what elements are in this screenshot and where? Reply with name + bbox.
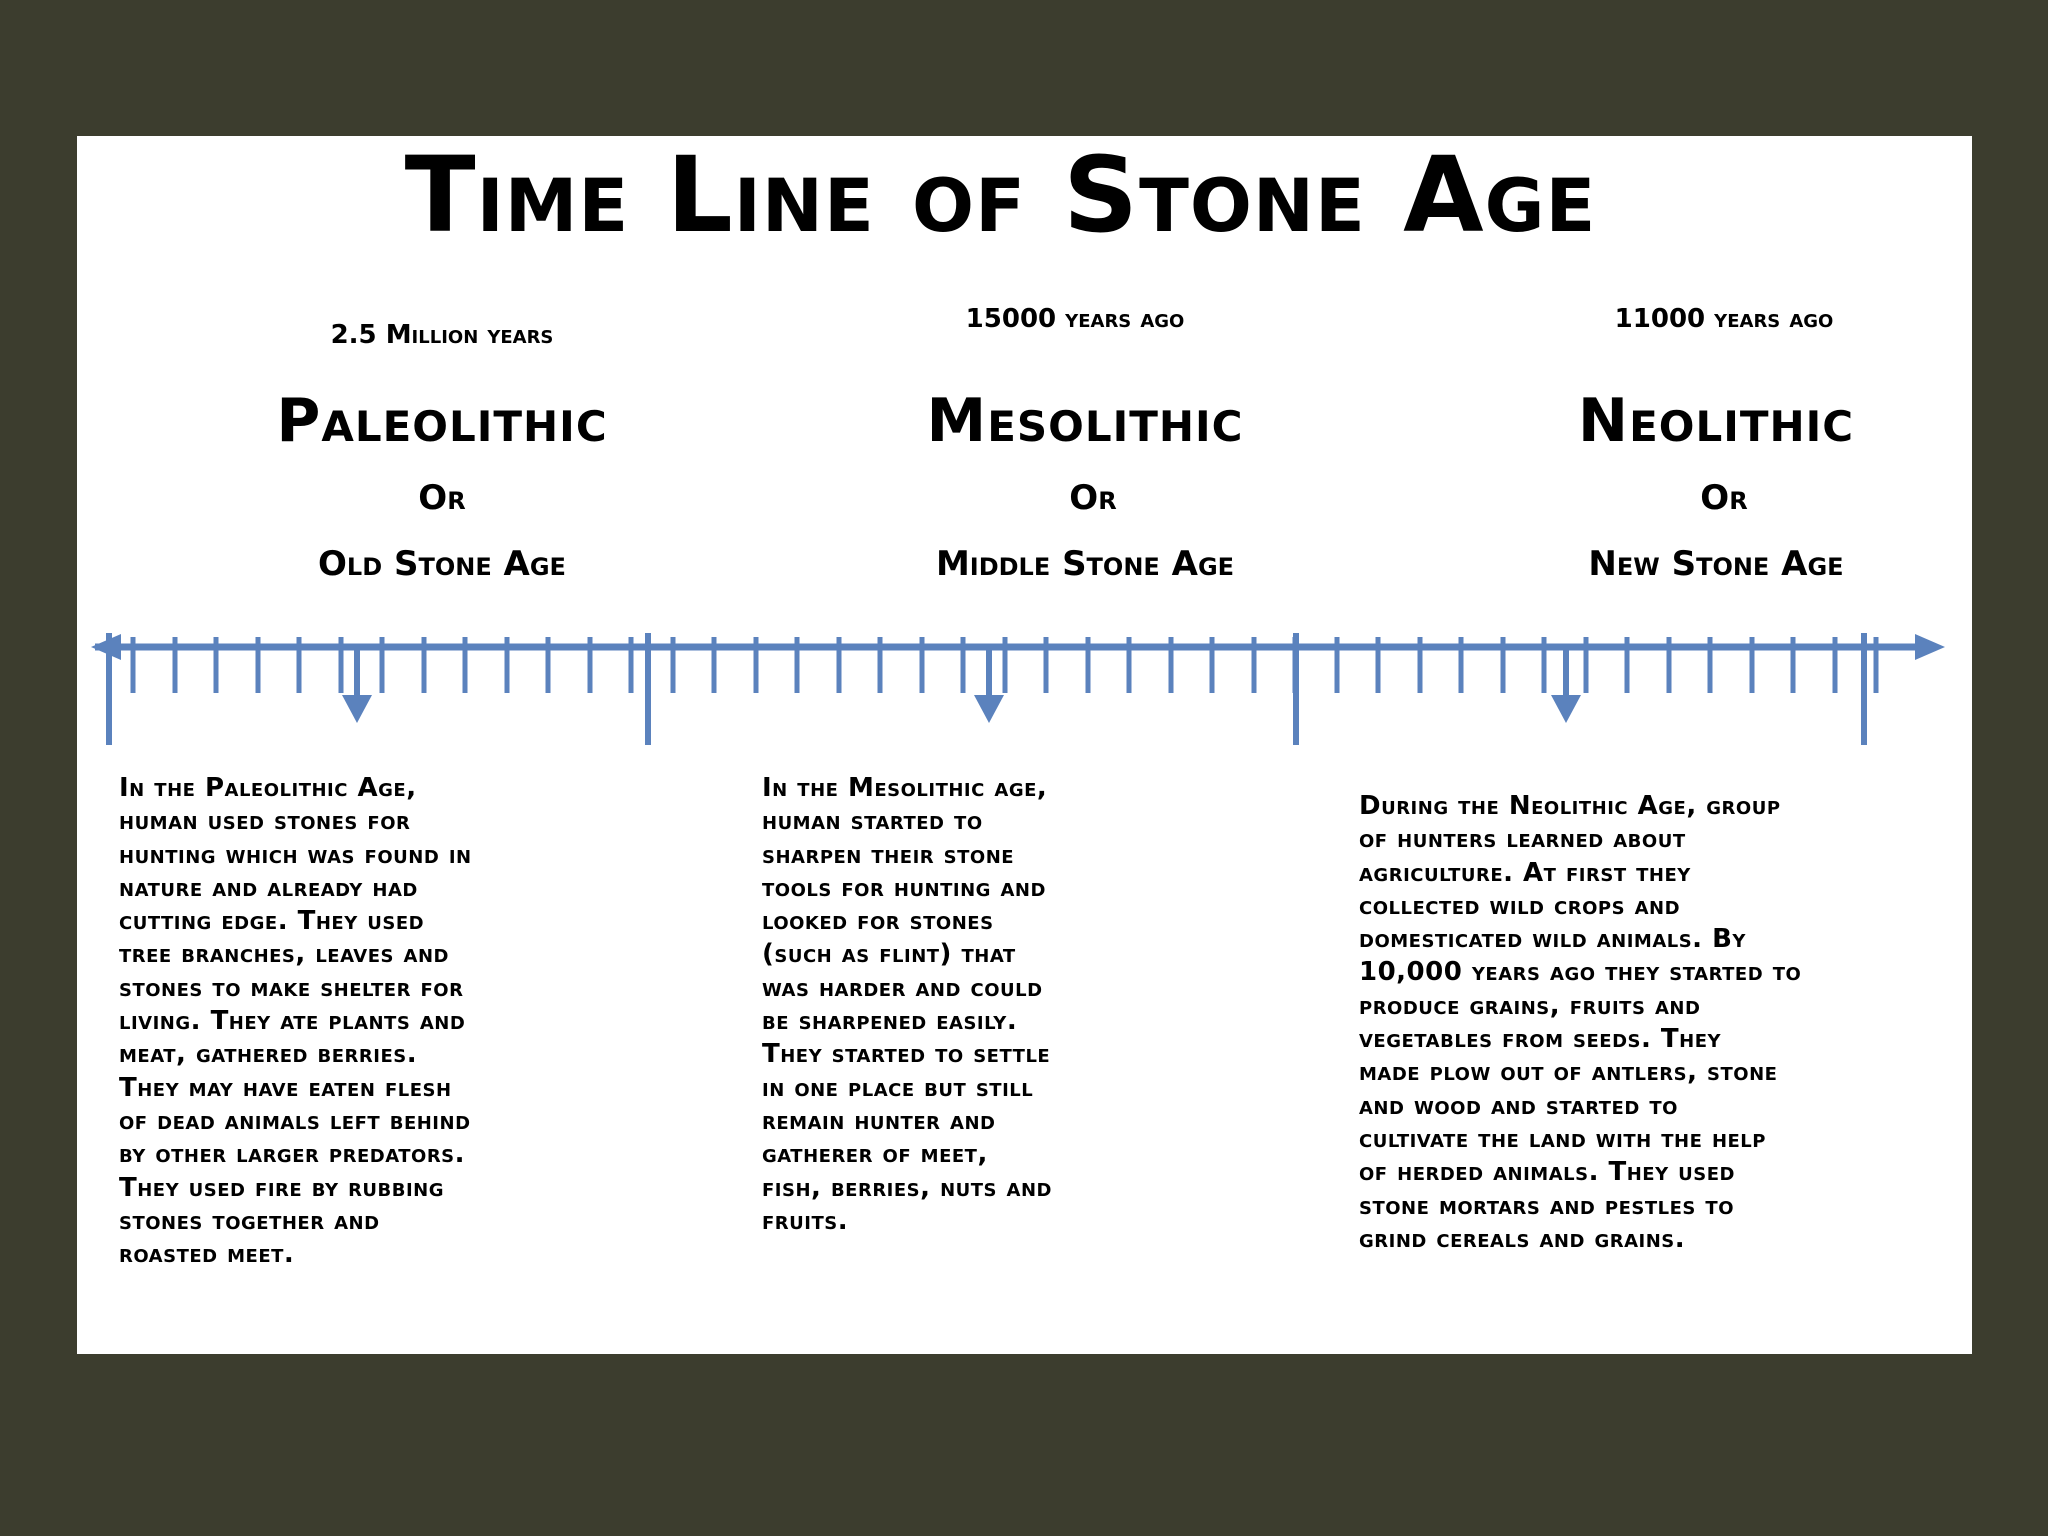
era-or: Or [1069,478,1117,518]
era-description-paleolithic: In the Paleolithic Age, human used stones for hunting which was found in nature and already had cutting edge. They used tree branches, leaves and stones to make shelter for living. They ate plants and meat, gathered berries. They may have eaten flesh of dead animals left behind by other larger predators. They used fire by rubbing stones together and roasted meet. [119,773,472,1270]
era-date: 11000 years ago [1614,304,1834,334]
era-or: Or [418,478,466,518]
era-name: Mesolithic [926,386,1244,456]
era-name: Paleolithic [276,386,608,456]
era-pointer-arrow [1551,695,1581,723]
era-name: Neolithic [1577,386,1855,456]
page-title-text: Time Line of Stone Age [404,134,1597,256]
era-date: 2.5 Million years [330,320,554,350]
era-description-mesolithic: In the Mesolithic age, human started to sharpen their stone tools for hunting and looked for stones (such as flint) that was harder and could be sharpened easily. They started to settle in one place but still remain hunter and gatherer of meet, fish, berries, nuts and fruits. [762,773,1052,1236]
era-alt-name: Old Stone Age [318,544,566,584]
era-pointer-arrow [342,695,372,723]
timeline-ticks [91,633,1945,745]
era-or: Or [1700,478,1748,518]
era-pointer-arrow [974,695,1004,723]
era-alt-name: Middle Stone Age [935,544,1235,584]
timeline-arrow-right [1915,634,1945,660]
era-description-neolithic: During the Neolithic Age, group of hunters learned about agriculture. At first they collected wild crops and domesticated wild animals. By 10,000 years ago they started to produce grains, fruits and vegetables from seeds. They made plow out of antlers, stone and wood and started to cultivate the land with the help of herded animals. They used stone mortars and pestles to grind cereals and grains. [1359,791,1802,1254]
era-alt-name: New Stone Age [1588,544,1844,584]
slide [77,136,1972,1354]
era-date: 15000 years ago [965,304,1185,334]
